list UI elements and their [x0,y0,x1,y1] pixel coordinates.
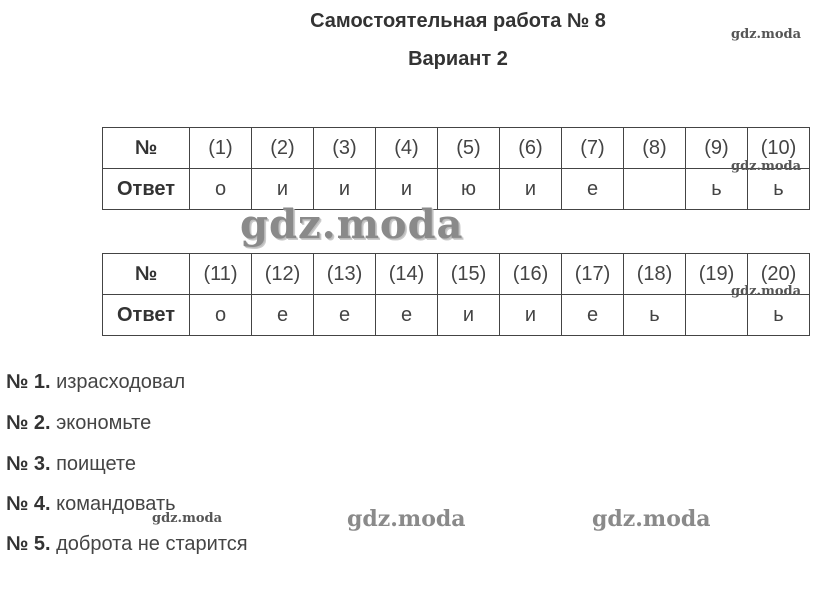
task-label: № 1. [6,371,51,393]
task-label: № 2. [6,412,51,434]
answer-cell [624,169,686,210]
task-item-4 [6,493,176,516]
answer-cell: и [376,169,438,210]
answer-cell: и [438,295,500,336]
table-cell: (9) [686,128,748,169]
answer-cell: и [500,295,562,336]
answer-cell: ь [686,169,748,210]
table-cell: (1) [190,128,252,169]
task-answer: израсходовал [56,371,186,393]
table-cell: (17) [562,254,624,295]
task-answer: экономьте [56,412,152,434]
answer-table-2 [102,253,810,336]
task-item-2 [6,412,151,435]
answer-cell: е [562,295,624,336]
watermark-large: gdz.moda [240,201,464,248]
table-cell: (18) [624,254,686,295]
table-cell: (20) [748,254,810,295]
answer-cell: ь [624,295,686,336]
task-answer: доброта не старится [56,533,248,555]
table-cell: (13) [314,254,376,295]
row-label-number: № [103,128,190,169]
task-label: № 3. [6,453,51,475]
answer-cell: е [562,169,624,210]
watermark: gdz.moda [592,506,711,532]
row-label-number: № [103,254,190,295]
table-row-answers [103,295,810,336]
page-title: Самостоятельная работа № 8 [310,10,606,32]
task-answer: поищете [56,453,136,475]
table-cell: (6) [500,128,562,169]
page-subtitle: Вариант 2 [408,48,508,70]
answer-cell: ь [748,295,810,336]
answer-cell: о [190,295,252,336]
table-cell: (11) [190,254,252,295]
task-item-5 [6,533,248,556]
table-cell: (16) [500,254,562,295]
task-item-3 [6,453,136,476]
answer-table-1 [102,127,810,210]
answer-cell: ь [748,169,810,210]
table-cell: (19) [686,254,748,295]
task-label: № 4. [6,493,51,515]
watermark: gdz.moda [347,506,466,532]
table-cell: (2) [252,128,314,169]
table-cell: (15) [438,254,500,295]
answer-cell [686,295,748,336]
table-cell: (3) [314,128,376,169]
watermark: gdz.moda [731,159,802,174]
answer-cell: ю [438,169,500,210]
answer-cell: и [252,169,314,210]
table-cell: (5) [438,128,500,169]
answer-cell: и [314,169,376,210]
answer-cell: е [314,295,376,336]
task-answer: командовать [56,493,176,515]
table-cell: (14) [376,254,438,295]
task-label: № 5. [6,533,51,555]
answer-cell: е [252,295,314,336]
answer-cell: о [190,169,252,210]
table-cell: (12) [252,254,314,295]
table-row-numbers [103,254,810,295]
row-label-answer: Ответ [103,169,190,210]
table-cell: (7) [562,128,624,169]
table-cell: (8) [624,128,686,169]
table-cell: (4) [376,128,438,169]
table-row-numbers [103,128,810,169]
watermark: gdz.moda [731,284,802,299]
task-item-1 [6,371,185,394]
row-label-answer: Ответ [103,295,190,336]
watermark: gdz.moda [731,27,802,42]
watermark: gdz.moda [152,511,223,526]
answer-cell: е [376,295,438,336]
answer-cell: и [500,169,562,210]
table-cell: (10) [748,128,810,169]
